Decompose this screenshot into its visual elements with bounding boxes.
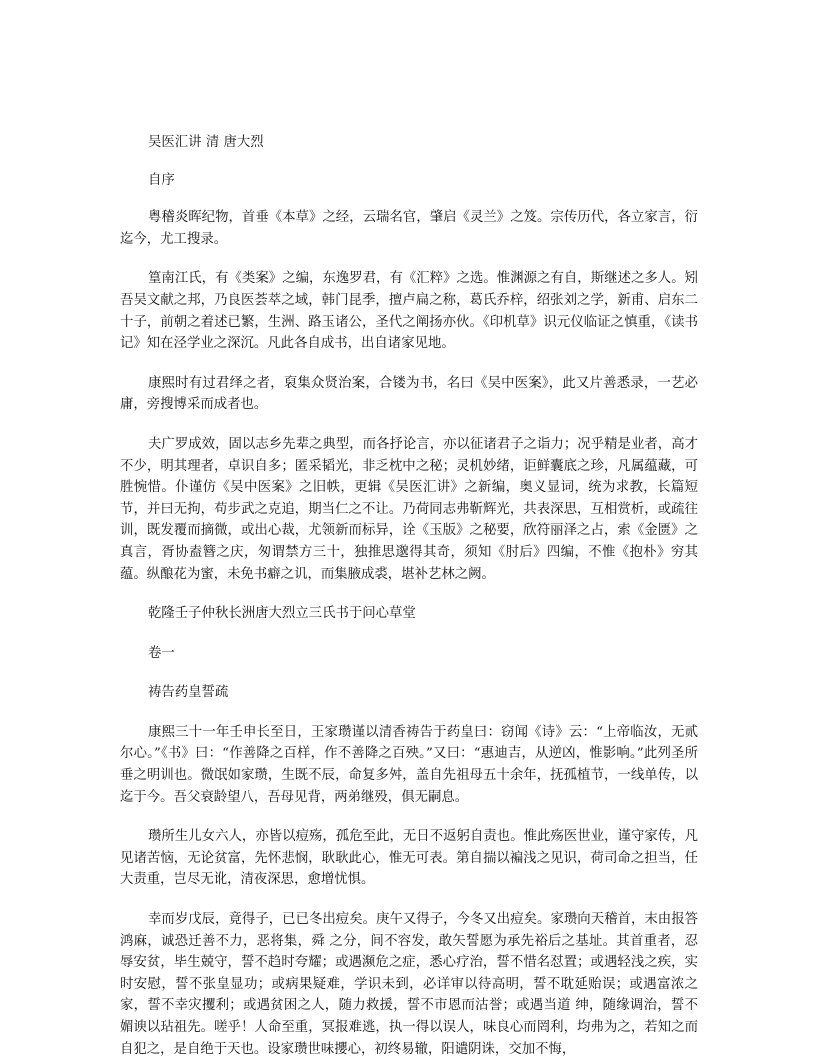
- document-header: 吴医汇讲 清 唐大烈: [148, 135, 264, 150]
- signature-line: 乾隆壬子仲秋长洲唐大烈立三氏书于问心草堂: [148, 606, 416, 622]
- paragraph-1: 粤稽炎晖纪物，首垂《本草》之经，云瑞名官，肇启《灵兰》之笈。宗传历代，各立家言，衍迄今，尤工搜录。: [120, 210, 698, 247]
- paragraph-5: 康熙三十一年壬申长至日，王家瓒谨以清香祷告于药皇曰：窃闻《诗》云：“上帝临汝，无贰尔心。”《书》曰：“作善降之百样，作不善降之百殃。”又曰：“惠迪吉，从逆凶，惟影响。”此列圣所垂之明训也。微氓如家瓒，生既不辰，命复多舛，盖自先祖母五十余年，抚孤植节，一线单传，以迄于今。吾父衰龄望八，吾母见背，两弟继殁，俱无嗣息。: [120, 724, 698, 805]
- paragraph-6: 瓒所生儿女六人，亦皆以痘殇，孤危至此，无日不返躬自责也。惟此殇医世业，谨守家传，凡见诸苦恼，无论贫富，先怀悲悯，耿耿此心，惟无可表。第自揣以褊浅之见识，荷司命之担当，任大责重，岂尽无讹，清夜深思，愈增忧惧。: [120, 829, 698, 888]
- paragraph-4: 夫广罗成效，固以志乡先辈之典型，而各抒论言，亦以征诸君子之诣力；况乎精是业者，高才不少，明其理者，卓识自多；匿采韬光，非乏枕中之秘；灵机妙绪，讵鲜囊底之珍，凡属蕴藏，可胜惋惜。仆谨仿《吴中医案》之旧帙，更辑《吴医汇讲》之新编，奥义显词，统为求教，长篇短节，并曰无拘，苟步武之克追，期当仁之不让。乃荷同志弗靳辉光，共表深思，互相赏析，或疏往训，既发覆而摘微，或出心裁，尤领新而标异，诠《玉版》之秘要，欣符丽泽之占，索《金匮》之真言，胥协盍簪之庆，匆谓禁方三十，独推思邈得其奇，须知《肘后》四编，不惟《抱朴》穷其蕴。纵酿花为蜜，未免书癖之讥，而集腋成裘，堪补艺林之阙。: [120, 436, 698, 582]
- paragraph-2: 篁南江氏，有《类案》之编，东逸罗君，有《汇粹》之选。惟渊源之有自，斯继述之多人。矧吾吴文献之邦，乃良医荟萃之域，韩门昆季，擅卢扁之称，葛氏乔梓，绍张刘之学，新甫、启东二十子，前朝之着述已繁，生洲、路玉诸公，圣代之阐扬亦伙。《印机草》识元仪临证之慎重，《读书记》知在泾学业之深沉。凡此各自成书，出自诸家见地。: [120, 271, 698, 352]
- paragraph-7: 幸而岁戊辰，竟得子，已已冬出痘矣。庚午又得子，今冬又出痘矣。家瓒向天稽首，末由报答鸿麻，诚恐迁善不力，恶将集，舜 之分，间不容发，敢矢誓愿为承先裕后之基址。其首重者，忍辱安贫，毕生兢守，誓不趋时夸耀；或遇濒危之症，悉心疗治，誓不惜名怼置；或遇轻浅之疾，实时安慰，誓不张皇显功；或病果疑难，学识未到，必详审以待高明，誓不耽延贻误；或遇富浓之家，誓不幸灾攫利；或遇贫困之人，随力救援，誓不市恩而沽誉；或遇当道 绅，随缘调治，誓不媚谀以玷祖先。嗟乎！人命至重，冥报难逃，执一得以误人，味良心而罔利，均弗为之，若知之而自犯之，是自绝于天也。设家瓒世味攖心，初终易辙，阳谴阴诛，交加不悔，: [120, 912, 698, 1057]
- document-page: [120, 132, 698, 1060]
- subsection-heading: 祷告药皇誓疏: [148, 685, 229, 701]
- section-title: 自序: [148, 172, 175, 188]
- volume-heading: 卷一: [148, 645, 175, 661]
- paragraph-3: 康熙时有过君绎之者，裒集众贤治案，合镂为书，名曰《吴中医案》，此又片善悉录，一艺必庸，旁搜博采而成者也。: [120, 375, 698, 413]
